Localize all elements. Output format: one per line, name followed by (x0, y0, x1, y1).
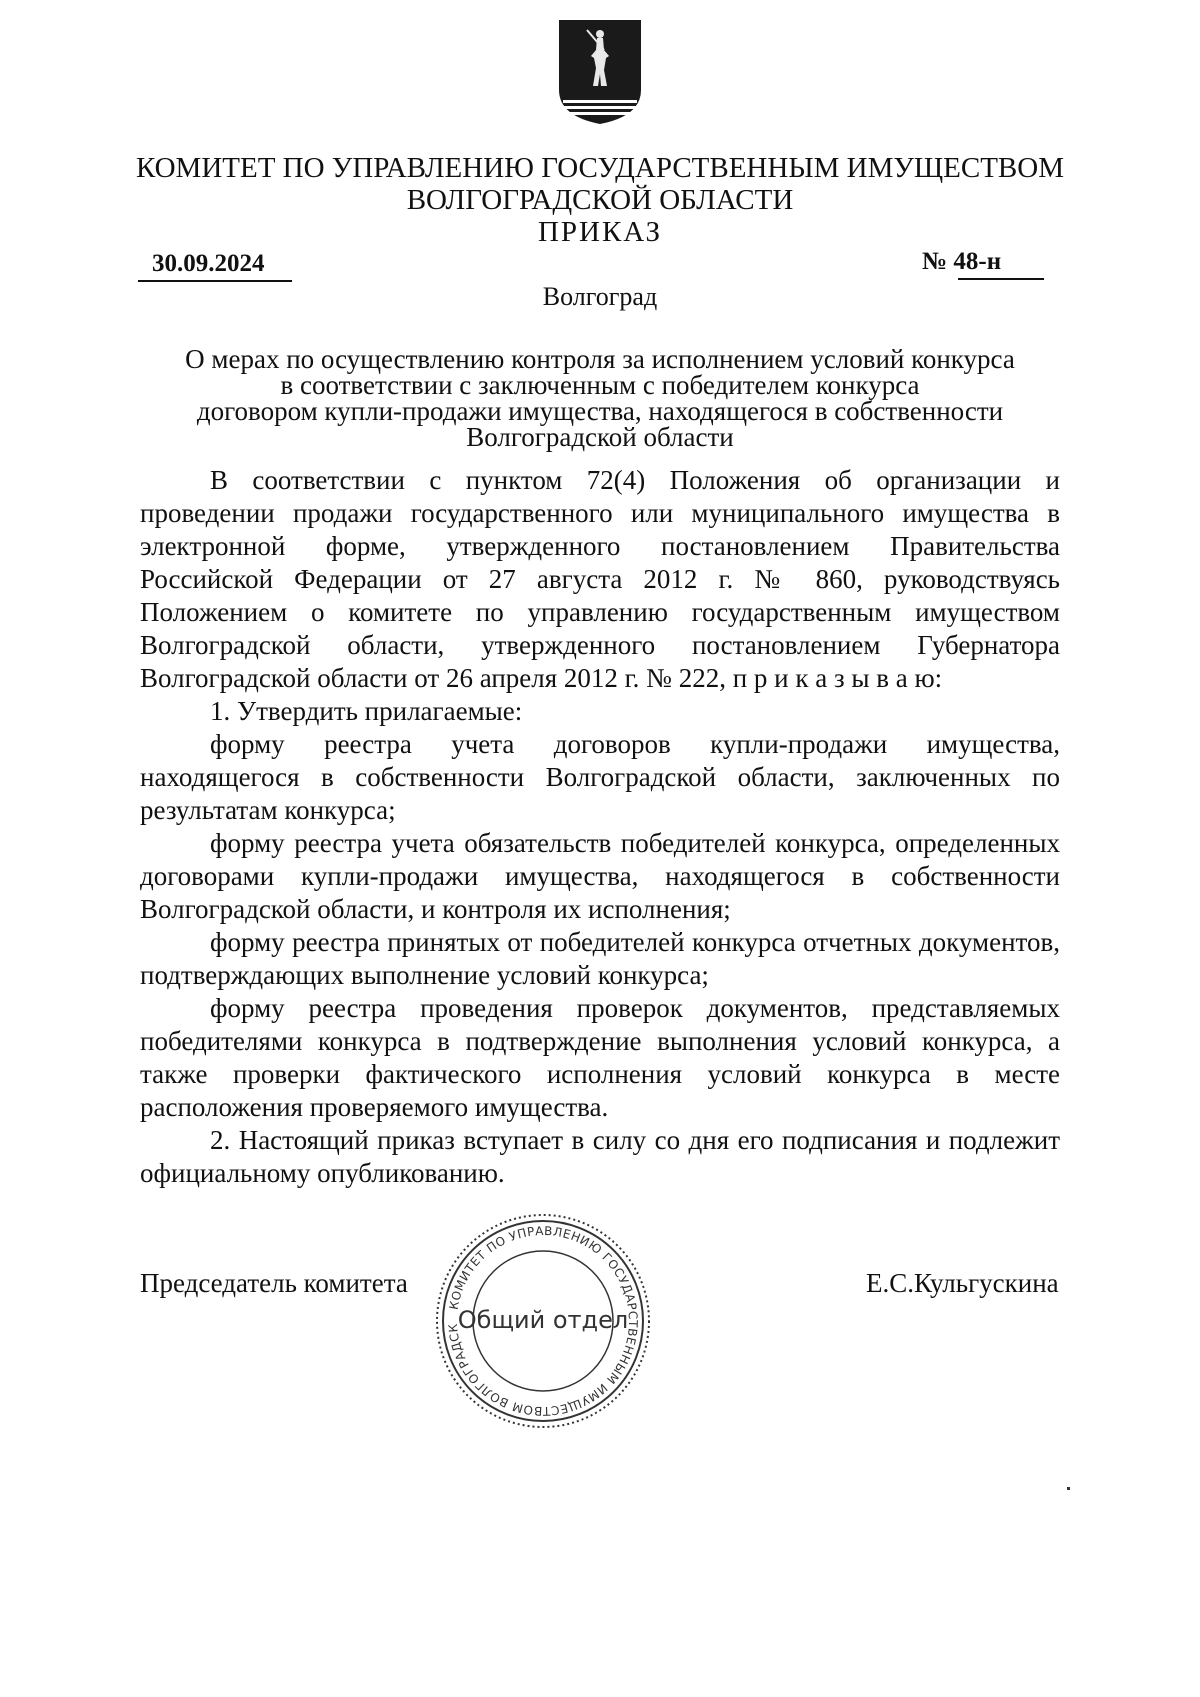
body-paragraph: 1. Утвердить прилагаемые: (210, 696, 523, 726)
seal-center-text: Общий отдел (457, 1306, 629, 1334)
seal-ring-text: КОМИТЕТ ПО УПРАВЛЕНИЮ ГОСУДАРСТВЕННЫМ ИМУЩЕСТВОМ ВОЛГОГРАДСК (445, 1223, 641, 1419)
signer-name: Е.С.Кульгускина (866, 1268, 1059, 1298)
subject-line: договором купли-продажи имущества, находящегося в собственности (196, 396, 1004, 426)
document-city: Волгоград (542, 282, 658, 311)
document-date: 30.09.2024 (152, 250, 265, 277)
number-underline (958, 278, 1044, 280)
scan-speck (1067, 1487, 1070, 1490)
issuer-region: ВОЛГОГРАДСКОЙ ОБЛАСТИ (406, 184, 794, 216)
signer-title: Председатель комитета (140, 1268, 408, 1298)
document-number: № 48-н (922, 248, 1002, 275)
official-seal-stamp (432, 1210, 654, 1432)
document-body (140, 464, 1060, 1190)
document-type: ПРИКАЗ (537, 216, 663, 248)
subject-line: в соответствии с заключенным с победителем конкурса (280, 370, 920, 400)
body-paragraph: 2. Настоящий приказ вступает в силу со дня его подписания и подлежит официальному опубликованию. (140, 1125, 1060, 1188)
body-paragraph: форму реестра учета договоров купли-продажи имущества, находящегося в собственности Волгоградской области, заключенных по результатам конкурса; (140, 729, 1060, 825)
coat-of-arms-emblem (557, 20, 643, 124)
subject-line: Волгоградской области (466, 422, 734, 452)
body-paragraph: форму реестра учета обязательств победителей конкурса, определенных договорами купли-продажи имущества, находящегося в собственности Волгоградской области, и контроля их исполнения; (140, 828, 1060, 924)
body-paragraph: форму реестра проведения проверок документов, представляемых победителями конкурса в подтверждение выполнения условий конкурса, а также проверки фактического исполнения условий конкурса в месте расположения проверяемого имущества. (140, 993, 1060, 1122)
body-paragraph: В соответствии с пунктом 72(4) Положения об организации и проведении продажи государственного или муниципального имущества в электронной форме, утвержденного постановлением Правительства Российской Федерации от 27 августа 2012 г. № 860, руководствуясь Положением о комитете по управлению государственным имуществом Волгоградской области, утвержденного постановлением Губернатора Волгоградской области от 26 апреля 2012 г. № 222, п р и к а з ы в а ю: (140, 465, 1060, 693)
issuer-title: КОМИТЕТ ПО УПРАВЛЕНИЮ ГОСУДАРСТВЕННЫМ ИМУЩЕСТВОМ (135, 152, 1064, 184)
subject-line: О мерах по осуществлению контроля за исполнением условий конкурса (185, 344, 1015, 374)
body-paragraph: форму реестра принятых от победителей конкурса отчетных документов, подтверждающих выполнение условий конкурса; (140, 927, 1060, 990)
